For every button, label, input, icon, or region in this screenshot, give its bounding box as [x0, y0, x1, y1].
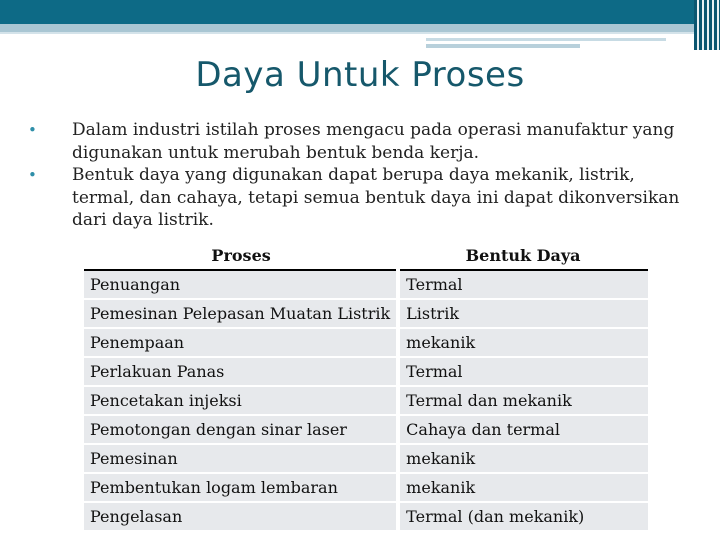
column-header-proses: Proses — [84, 242, 398, 270]
process-power-table — [84, 242, 648, 530]
table-row — [84, 357, 648, 386]
table-row — [84, 328, 648, 357]
power-cell: Termal dan mekanik — [398, 386, 648, 415]
bullet-item — [28, 164, 688, 232]
process-cell: Pemotongan dengan sinar laser — [84, 415, 398, 444]
header-accent-line — [0, 24, 720, 32]
table-row — [84, 270, 648, 299]
power-cell: Termal — [398, 270, 648, 299]
power-cell: Termal (dan mekanik) — [398, 502, 648, 530]
process-cell: Pengelasan — [84, 502, 398, 530]
table-header-row — [84, 242, 648, 270]
table-row — [84, 415, 648, 444]
power-cell: mekanik — [398, 444, 648, 473]
power-cell: Listrik — [398, 299, 648, 328]
process-cell: Pemesinan Pelepasan Muatan Listrik — [84, 299, 398, 328]
bullet-text: Bentuk daya yang digunakan dapat berupa daya mekanik, listrik, termal, dan cahaya, tetapi semua bentuk daya ini dapat dikonversikan dari daya listrik. — [72, 165, 680, 230]
table-row — [84, 299, 648, 328]
process-cell: Penempaan — [84, 328, 398, 357]
power-cell: Termal — [398, 357, 648, 386]
process-cell: Pembentukan logam lembaran — [84, 473, 398, 502]
power-cell: mekanik — [398, 328, 648, 357]
header-bar — [0, 0, 720, 24]
process-cell: Perlakuan Panas — [84, 357, 398, 386]
bullet-dot-icon: • — [28, 166, 37, 184]
process-cell: Pencetakan injeksi — [84, 386, 398, 415]
table-row — [84, 502, 648, 530]
process-cell: Penuangan — [84, 270, 398, 299]
header-accent-stroke — [426, 38, 666, 41]
column-header-bentuk-daya: Bentuk Daya — [398, 242, 648, 270]
table-row — [84, 444, 648, 473]
bullet-dot-icon: • — [28, 121, 37, 139]
slide-title: Daya Untuk Proses — [195, 55, 525, 95]
header-stripes-decoration — [694, 0, 720, 50]
bullet-item — [28, 119, 688, 164]
power-cell: mekanik — [398, 473, 648, 502]
header-accent-stroke-short — [426, 44, 580, 48]
table-row — [84, 386, 648, 415]
power-cell: Cahaya dan termal — [398, 415, 648, 444]
bullet-list — [28, 119, 688, 232]
process-cell: Pemesinan — [84, 444, 398, 473]
table-row — [84, 473, 648, 502]
bullet-text: Dalam industri istilah proses mengacu pada operasi manufaktur yang digunakan untuk merubah bentuk benda kerja. — [72, 120, 675, 163]
header-accent-line-thin — [0, 32, 720, 34]
